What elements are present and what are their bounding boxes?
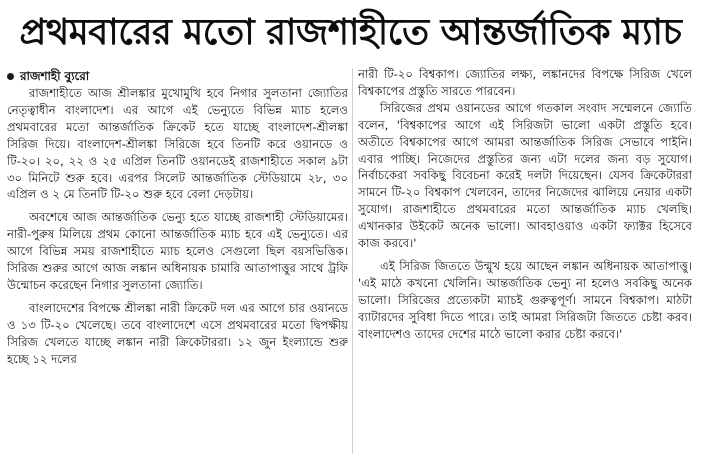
paragraph-3: বাংলাদেশের বিপক্ষে শ্রীলঙ্কা নারী ক্রিকেট দল এর আগে চার ওয়ানডে ও ১৩ টি-২০ খেলেছে। তবে বাংলাদেশে এসে প্রথমবারের মতো দ্বিপক্ষীয় সিরিজ খেলতে যাচ্ছে লঙ্কান নারী ক্রিকেটাররা। ১২ জুন ইংল্যান্ডে শুরু হচ্ছে ১২ দলের [7,300,348,366]
article-column-left [7,68,348,456]
paragraph-2: অবশেষে আজ আন্তর্জাতিক ভেন্যু হতে যাচ্ছে রাজশাহী স্টেডিয়ামের। নারী-পুরুষ মিলিয়ে প্রথম কোনো আন্তর্জাতিক ম্যাচ হবে এই ভেন্যুতে। এর আগে বিভিন্ন সময় রাজশাহীতে ম্যাচ হলেও সেগুলো ছিল বয়সভিত্তিক। সিরিজ শুরুর আগে আজ লঙ্কান অধিনায়ক চামারি আতাপাত্তুর সাথে ট্রফি উন্মোচন করেছেন নিগার সুলতানা জ্যোতি। [7,210,348,292]
paragraph-5: এই সিরিজ জিততে উন্মুখ হয়ে আছেন লঙ্কান অধিনায়ক আতাপাত্তু। 'এই মাঠে কখনো খেলিনি। আন্তর্জাতিক ভেন্যু না হলেও সবকিছু অনেক ভালো। সিরিজের প্রত্যেকটা ম্যাচই গুরুত্বপূর্ণ। সামনে বিশ্বকাপ। মাঠটা ব্যাটারদের সুবিধা দিতে পারে। তাই আমরা সিরিজটা জিততে চেষ্টা করব। বাংলাদেশও তাদের দেশের মাঠে ভালো করার চেষ্টা করবে।' [358,258,692,341]
byline [7,68,348,85]
headline: প্রথমবারের মতো রাজশাহীতে আন্তর্জাতিক ম্যাচ [19,12,682,53]
byline-text: রাজশাহী ব্যুরো [20,69,90,83]
paragraph-3-continued: নারী টি-২০ বিশ্বকাপ। জ্যোতির লক্ষ্য, লঙ্কানদের বিপক্ষে সিরিজ খেলে বিশ্বকাপের প্রস্তুতি সারতে পারবেন। [358,67,692,98]
bullet-icon [7,73,14,80]
article-column-right [358,66,692,454]
paragraph-1: রাজশাহীতে আজ শ্রীলঙ্কার মুখোমুখি হবে নিগার সুলতানা জ্যোতির নেতৃত্বাধীন বাংলাদেশ। এর আগে এই ভেন্যুতে বিভিন্ন ম্যাচ হলেও প্রথমবারের মতো আন্তর্জাতিক ক্রিকেট হতে যাচ্ছে বাংলাদেশ-শ্রীলঙ্কা সিরিজ দিয়ে। বাংলাদেশ-শ্রীলঙ্কা সিরিজে হবে তিনটি করে ওয়ানডে ও টি-২০। ২০, ২২ ও ২৫ এপ্রিল তিনটি ওয়ানডেই রাজশাহীতে সকাল ৯টা ৩০ মিনিটে শুরু হবে। এরপর সিলেট আন্তর্জাতিক স্টেডিয়ামে ২৮, ৩০ এপ্রিল ও ২ মে তিনটি টি-২০ শুরু হবে বেলা দেড়টায়। [7,86,348,202]
paragraph-4: সিরিজের প্রথম ওয়ানডের আগে গতকাল সংবাদ সম্মেলনে জ্যোতি বলেন, 'বিশ্বকাপের আগে এই সিরিজটা ভালো একটা প্রস্তুতি হবে। অতীতে বিশ্বকাপের আগে আমরা আন্তর্জাতিক সিরিজ সেভাবে পাইনি। এবার পাচ্ছি। নিজেদের প্রস্তুতির জন্য এটা দলের জন্য বড় সুযোগ। নির্বাচকেরা সবকিছু বিবেচনা করেই দলটা দিয়েছেন। যেসব ক্রিকেটাররা সামনে টি-২০ বিশ্বকাপ খেলবেন, তাদের নিজেদের ঝালিয়ে নেয়ার একটা সুযোগ। রাজশাহীতে প্রথমবারের মতো আন্তর্জাতিক ম্যাচ খেলছি। এখানকার উইকেট অনেক ভালো। আবহাওয়াও একটা ফ্যাক্টর হিসেবে কাজ করবে।' [358,100,692,251]
column-divider [352,68,353,454]
